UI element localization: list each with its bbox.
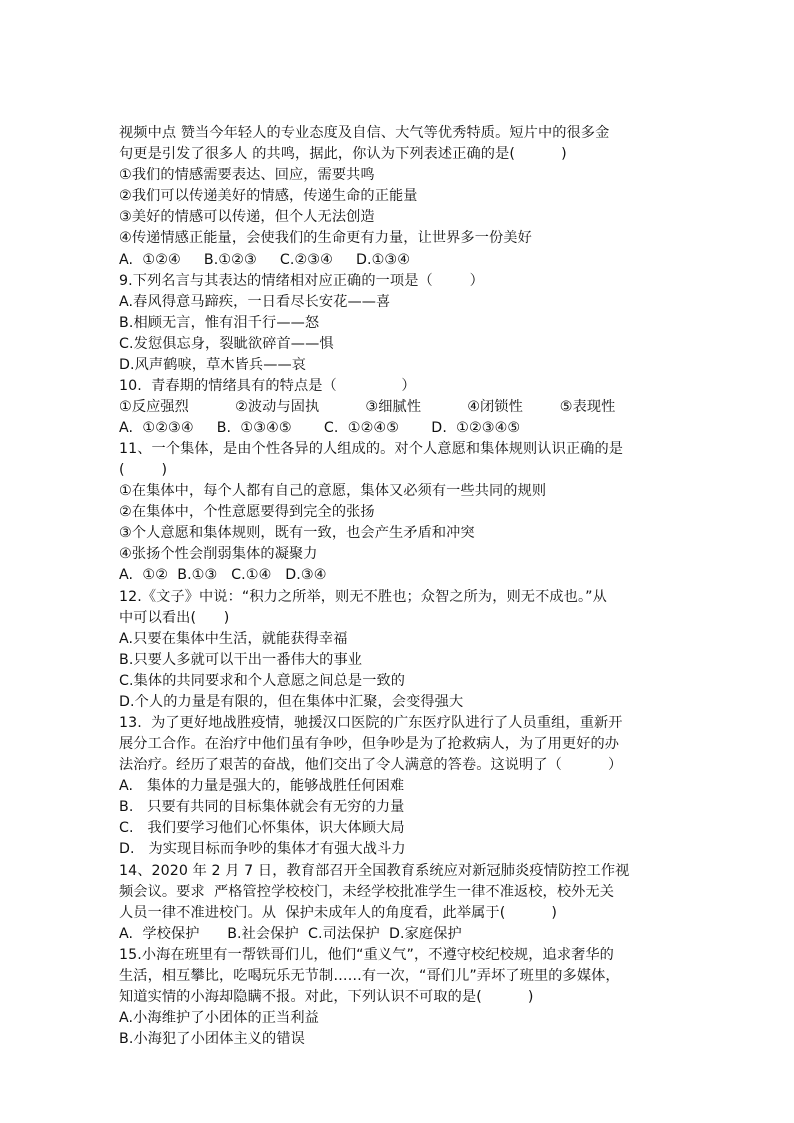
text-line: ②在集体中，个性意愿要得到完全的张扬	[119, 504, 375, 520]
text-line: ①我们的情感需要表达、回应，需要共鸣	[119, 167, 375, 183]
text-line: ④张扬个性会削弱集体的凝聚力	[119, 546, 318, 562]
text-line: B.只要人多就可以干出一番伟大的事业	[119, 652, 363, 668]
text-line: B. 只要有共同的目标集体就会有无穷的力量	[119, 799, 405, 815]
text-line: 句更是引发了很多人 的共鸣，据此，你认为下列表述正确的是( )	[119, 146, 567, 162]
text-line: A.春风得意马蹄疾，一日看尽长安花——喜	[119, 294, 391, 310]
text-line: A. ①② B.①③ C.①④ D.③④	[119, 567, 327, 583]
text-line: A. 集体的力量是强大的，能够战胜任何困难	[119, 778, 405, 794]
question-14: 14、2020 年 2 月 7 日，教育部召开全国教育系统应对新冠肺炎疫情防控工作视	[119, 863, 630, 879]
text-line: 展分工合作。在治疗中他们虽有争吵，但争吵是为了抢救病人，为了用更好的办	[119, 736, 620, 752]
text-line: 视频中点 赞当今年轻人的专业态度及自信、大气等优秀特质。短片中的很多金	[119, 125, 610, 141]
text-line: 法治疗。经历了艰苦的奋战，他们交出了令人满意的答卷。这说明了（ ）	[119, 757, 623, 773]
text-line: ③美好的情感可以传递，但个人无法创造	[119, 209, 375, 225]
text-line: 频会议。要求 严格管控学校校门，未经学校批准学生一律不准返校，校外无关	[119, 884, 614, 900]
text-line: ②我们可以传递美好的情感，传递生命的正能量	[119, 188, 418, 204]
text-line: ③个人意愿和集体规则，既有一致，也会产生矛盾和冲突	[119, 525, 475, 541]
text-line: B.相顾无言，惟有泪千行——怒	[119, 315, 320, 331]
text-line: B.小海犯了小团体主义的错误	[119, 1031, 305, 1047]
question-13: 13. 为了更好地战胜疫情，驰援汉口医院的广东医疗队进行了人员重组，重新开	[119, 715, 623, 731]
text-line: A. ①②③④ B. ①③④⑤ C. ①②④⑤ D. ①②③④⑤	[119, 420, 521, 436]
question-15: 15.小海在班里有一帮铁哥们儿，他们“重义气”，不遵守校纪校规，追求奢华的	[119, 947, 614, 963]
text-line: ①在集体中，每个人都有自己的意愿，集体又必须有一些共同的规则	[119, 483, 547, 499]
text-line: D. 为实现目标而争吵的集体才有强大战斗力	[119, 841, 406, 857]
question-9: 9.下列名言与其表达的情绪相对应正确的一项是（ ）	[119, 273, 484, 289]
text-line: 生活，相互攀比，吃喝玩乐无节制……有一次，“哥们儿”弄坏了班里的多媒体，	[119, 968, 620, 984]
question-12: 12.《文子》中说：“积力之所举，则无不胜也；众智之所为，则无不成也。”从	[119, 589, 607, 605]
text-line: A. ①②④ B.①②③ C.②③④ D.①③④	[119, 252, 411, 268]
text-line: C.发愆俱忘身，裂眦欲碎首——惧	[119, 336, 334, 352]
text-line: ( )	[119, 462, 168, 478]
text-line: D.风声鹤唳，草木皆兵——哀	[119, 357, 307, 373]
question-10: 10. 青春期的情绪具有的特点是（ ）	[119, 378, 416, 394]
text-line: 中可以看出( )	[119, 610, 230, 626]
text-line: A. 学校保护 B.社会保护 C.司法保护 D.家庭保护	[119, 926, 462, 942]
text-line: 知道实情的小海却隐瞒不报。对此，下列认识不可取的是( )	[119, 989, 534, 1005]
text-line: A.小海维护了小团体的正当利益	[119, 1010, 319, 1026]
text-line: A.只要在集体中生活，就能获得幸福	[119, 631, 348, 647]
text-line: 人员一律不准进校门。从 保护未成年人的角度看，此举属于( )	[119, 905, 558, 921]
text-line: C.集体的共同要求和个人意愿之间总是一致的	[119, 673, 406, 689]
text-line: ①反应强烈 ②波动与固执 ③细腻性 ④闭锁性 ⑤表现性	[119, 399, 616, 415]
question-11: 11、一个集体，是由个性各异的人组成的。对个人意愿和集体规则认识正确的是	[119, 441, 624, 457]
text-line: C. 我们要学习他们心怀集体，识大体顾大局	[119, 820, 405, 836]
text-line: ④传递情感正能量，会使我们的生命更有力量，让世界多一份美好	[119, 230, 532, 246]
text-line: D.个人的力量是有限的，但在集体中汇聚，会变得强大	[119, 694, 464, 710]
